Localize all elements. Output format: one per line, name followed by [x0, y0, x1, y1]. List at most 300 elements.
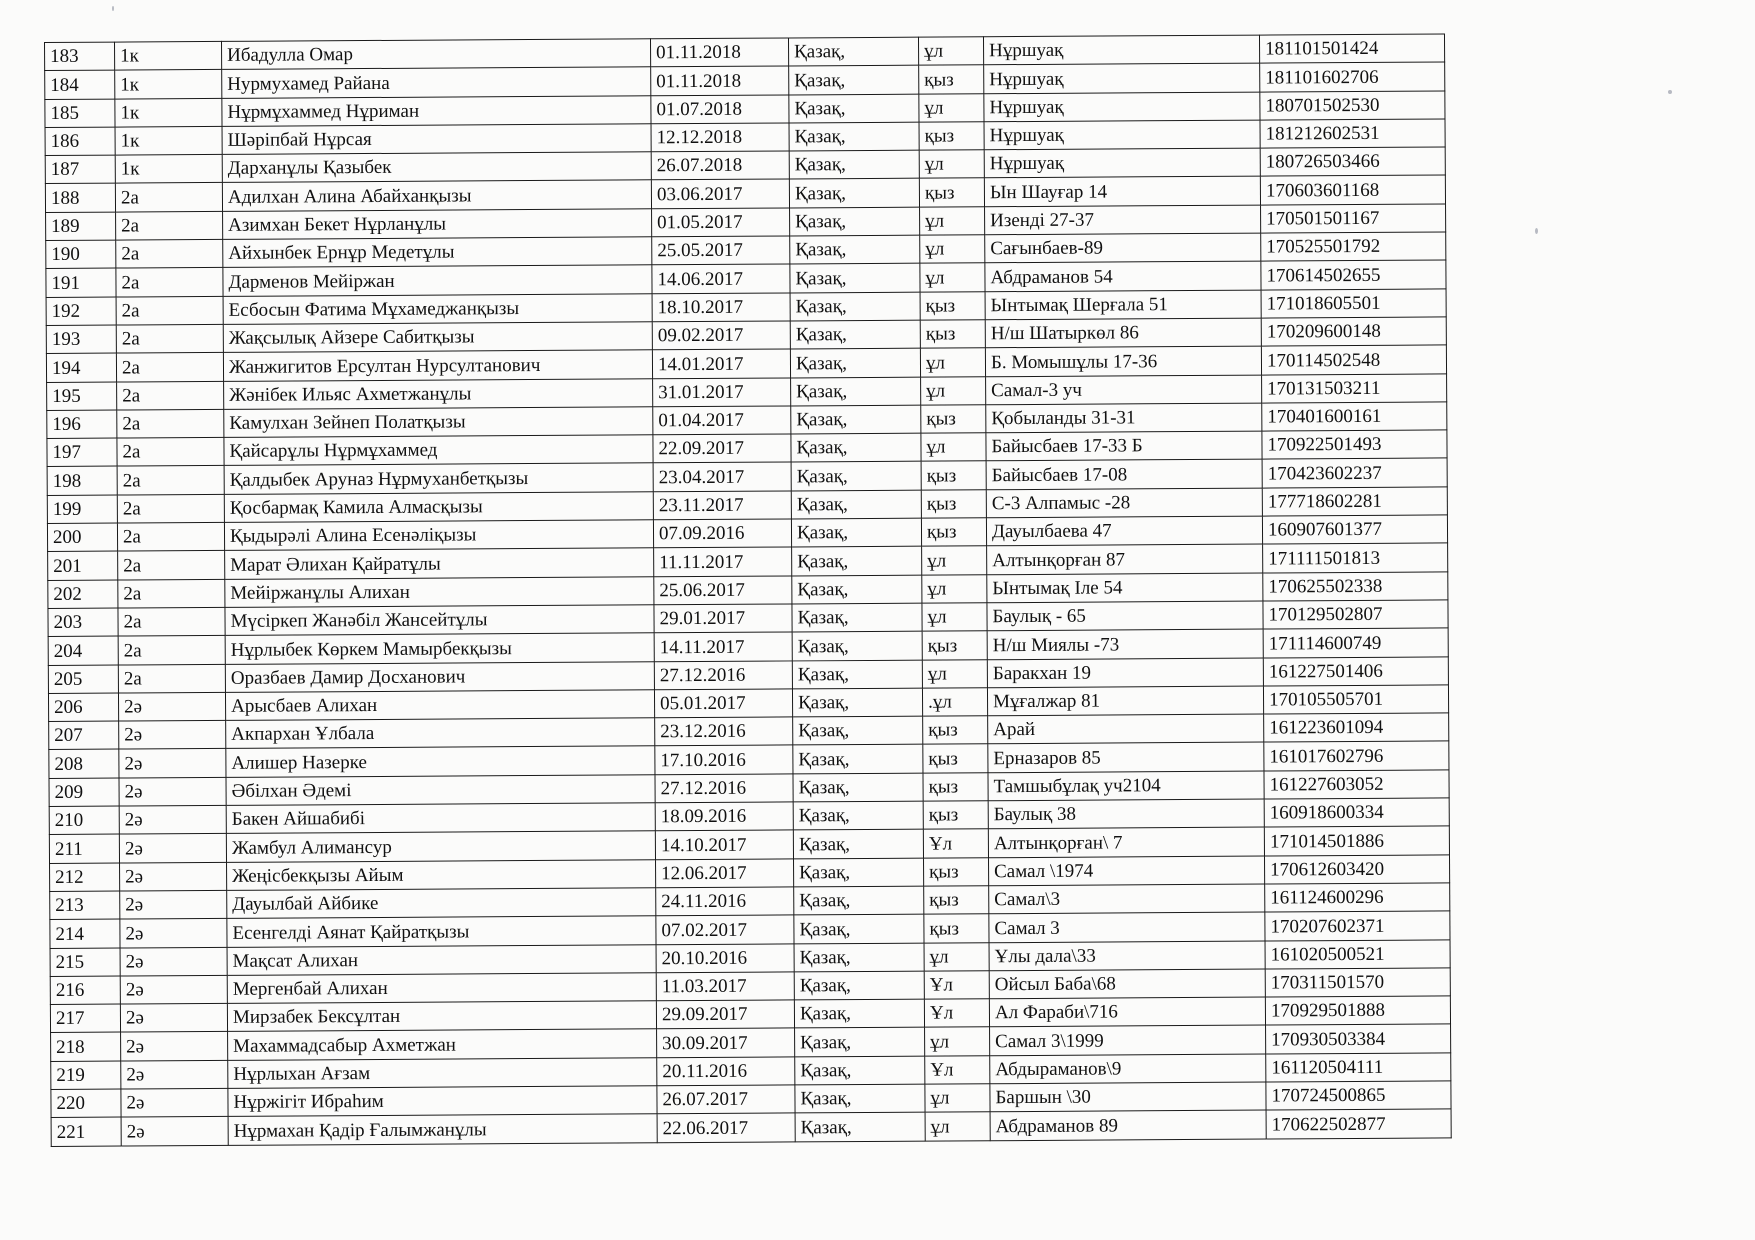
iin-cell: 170114502548: [1261, 345, 1446, 374]
class-cell: 2а: [118, 607, 225, 636]
row-number-cell: 210: [49, 806, 119, 835]
birth-date-cell: 22.06.2017: [657, 1113, 795, 1142]
row-number-cell: 211: [49, 834, 119, 863]
birth-date-cell: 11.03.2017: [656, 972, 794, 1001]
gender-cell: қыз: [922, 631, 987, 660]
address-cell: С-3 Алпамыс -28: [986, 488, 1262, 518]
gender-cell: ұл: [922, 574, 987, 603]
row-number-cell: 209: [49, 778, 119, 807]
gender-cell: қыз: [921, 518, 986, 547]
row-number-cell: 218: [51, 1032, 121, 1061]
class-cell: 2ә: [119, 777, 226, 806]
row-number-cell: 220: [51, 1089, 121, 1118]
class-cell: 2а: [116, 324, 223, 353]
student-name-cell: Қайсарұлы Нұрмұхаммед: [224, 435, 653, 466]
gender-cell: ұл: [920, 207, 985, 236]
iin-cell: 170129502807: [1263, 600, 1448, 629]
birth-date-cell: 01.05.2017: [652, 208, 790, 237]
birth-date-cell: 24.11.2016: [656, 887, 794, 916]
birth-date-cell: 26.07.2018: [651, 151, 789, 180]
gender-cell: Ұл: [925, 1055, 990, 1084]
nationality-cell: Қазақ,: [791, 518, 921, 547]
address-cell: Дауылбаева 47: [986, 516, 1262, 546]
student-name-cell: Шәріпбай Нұрсая: [222, 124, 651, 155]
nationality-cell: Қазақ,: [791, 377, 921, 406]
nationality-cell: Қазақ,: [790, 292, 920, 321]
student-name-cell: Нурмухамед Райана: [222, 67, 651, 98]
birth-date-cell: 29.09.2017: [656, 1000, 794, 1029]
iin-cell: 171111501813: [1263, 543, 1448, 572]
class-cell: 2а: [116, 268, 223, 297]
student-name-cell: Махаммадсабыр Ахметжан: [228, 1029, 657, 1060]
gender-cell: Ұл: [924, 971, 989, 1000]
iin-cell: 170922501493: [1262, 430, 1447, 459]
nationality-cell: Қазақ,: [792, 575, 922, 604]
iin-cell: 170612603420: [1264, 855, 1449, 884]
iin-cell: 161124600296: [1265, 883, 1450, 912]
birth-date-cell: 23.04.2017: [653, 462, 791, 491]
nationality-cell: Қазақ,: [790, 264, 920, 293]
row-number-cell: 201: [48, 551, 118, 580]
class-cell: 2а: [118, 636, 225, 665]
student-name-cell: Қыдырәлі Алина Есенәліқызы: [224, 520, 653, 551]
class-cell: 2а: [117, 522, 224, 551]
iin-cell: 177718602281: [1262, 487, 1447, 516]
iin-cell: 181101501424: [1259, 34, 1444, 63]
class-cell: 2а: [117, 466, 224, 495]
row-number-cell: 191: [46, 268, 116, 297]
row-number-cell: 188: [45, 184, 115, 213]
birth-date-cell: 01.04.2017: [653, 406, 791, 435]
nationality-cell: Қазақ,: [795, 1112, 925, 1141]
birth-date-cell: 14.11.2017: [654, 632, 792, 661]
iin-cell: 161227603052: [1264, 770, 1449, 799]
class-cell: 2ә: [119, 721, 226, 750]
nationality-cell: Қазақ,: [791, 462, 921, 491]
birth-date-cell: 14.10.2017: [655, 830, 793, 859]
student-name-cell: Адилхан Алина Абайханқызы: [222, 180, 651, 211]
nationality-cell: Қазақ,: [794, 971, 924, 1000]
gender-cell: ұл: [925, 1084, 990, 1113]
birth-date-cell: 29.01.2017: [654, 604, 792, 633]
gender-cell: ұл: [920, 348, 985, 377]
address-cell: Нұршуақ: [984, 92, 1260, 122]
nationality-cell: Қазақ,: [794, 858, 924, 887]
row-number-cell: 184: [45, 70, 115, 99]
nationality-cell: Қазақ,: [790, 207, 920, 236]
address-cell: Ал Фараби\716: [989, 997, 1265, 1027]
class-cell: 1к: [115, 41, 222, 70]
student-name-cell: Акпархан Ұлбала: [226, 718, 655, 749]
address-cell: Ынтымақ Іле 54: [987, 573, 1263, 603]
gender-cell: қыз: [921, 461, 986, 490]
gender-cell: ұл: [924, 942, 989, 971]
gender-cell: ұл: [919, 93, 984, 122]
address-cell: Самал-3 уч: [986, 375, 1262, 405]
row-number-cell: 193: [46, 325, 116, 354]
gender-cell: ұл: [918, 37, 983, 66]
iin-cell: 170207602371: [1265, 911, 1450, 940]
iin-cell: 161227501406: [1263, 656, 1448, 685]
birth-date-cell: 01.11.2018: [651, 66, 789, 95]
row-number-cell: 200: [47, 523, 117, 552]
birth-date-cell: 20.11.2016: [657, 1057, 795, 1086]
row-number-cell: 212: [50, 863, 120, 892]
row-number-cell: 208: [49, 749, 119, 778]
nationality-cell: Қазақ,: [789, 94, 919, 123]
row-number-cell: 221: [51, 1117, 121, 1146]
student-name-cell: Нұрлыхан Ағзам: [228, 1057, 657, 1088]
nationality-cell: Қазақ,: [793, 829, 923, 858]
iin-cell: 171018605501: [1261, 289, 1446, 318]
address-cell: Қобыланды 31-31: [986, 403, 1262, 433]
gender-cell: ұл: [925, 1027, 990, 1056]
birth-date-cell: 25.05.2017: [652, 236, 790, 265]
student-name-cell: Есенгелді Аянат Қайратқызы: [227, 916, 656, 947]
scan-speck: [1535, 228, 1538, 234]
student-name-cell: Мүсіркеп Жанәбіл Жансейтұлы: [225, 605, 654, 636]
student-name-cell: Қосбармақ Камила Алмасқызы: [224, 492, 653, 523]
birth-date-cell: 18.10.2017: [652, 293, 790, 322]
gender-cell: қыз: [924, 886, 989, 915]
gender-cell: қыз: [919, 178, 984, 207]
birth-date-cell: 20.10.2016: [656, 943, 794, 972]
birth-date-cell: 27.12.2016: [655, 774, 793, 803]
birth-date-cell: 31.01.2017: [653, 378, 791, 407]
nationality-cell: Қазақ,: [791, 405, 921, 434]
gender-cell: ұл: [921, 376, 986, 405]
gender-cell: ұл: [919, 150, 984, 179]
gender-cell: Ұл: [924, 999, 989, 1028]
class-cell: 2а: [118, 551, 225, 580]
nationality-cell: Қазақ,: [791, 433, 921, 462]
iin-cell: 170622502877: [1266, 1109, 1451, 1138]
iin-cell: 180701502530: [1260, 91, 1445, 120]
row-number-cell: 219: [51, 1061, 121, 1090]
address-cell: Байысбаев 17-33 Б: [986, 431, 1262, 461]
nationality-cell: Қазақ,: [794, 999, 924, 1028]
gender-cell: қыз: [919, 122, 984, 151]
gender-cell: қыз: [920, 320, 985, 349]
gender-cell: қыз: [923, 744, 988, 773]
address-cell: Арай: [988, 714, 1264, 744]
row-number-cell: 189: [46, 212, 116, 241]
student-name-cell: Дарханұлы Қазыбек: [222, 152, 651, 183]
birth-date-cell: 01.11.2018: [650, 38, 788, 67]
gender-cell: қыз: [924, 914, 989, 943]
nationality-cell: Қазақ,: [794, 914, 924, 943]
address-cell: Абдыраманов\9: [990, 1054, 1266, 1084]
gender-cell: қыз: [919, 65, 984, 94]
student-name-cell: Азимхан Бекет Нұрланұлы: [223, 209, 652, 240]
student-name-cell: Есбосын Фатима Мұхамеджанқызы: [223, 293, 652, 324]
iin-cell: 161223601094: [1264, 713, 1449, 742]
birth-date-cell: 26.07.2017: [657, 1085, 795, 1114]
nationality-cell: Қазақ,: [788, 37, 918, 66]
nationality-cell: Қазақ,: [793, 716, 923, 745]
row-number-cell: 217: [50, 1004, 120, 1033]
iin-cell: 170209600148: [1261, 317, 1446, 346]
class-cell: 2ә: [121, 1117, 228, 1146]
address-cell: Абдраманов 89: [990, 1110, 1266, 1140]
student-name-cell: Алишер Назерке: [226, 746, 655, 777]
class-cell: 2ә: [119, 749, 226, 778]
birth-date-cell: 18.09.2016: [655, 802, 793, 831]
address-cell: Баршын \30: [990, 1082, 1266, 1112]
class-cell: 1к: [115, 155, 222, 184]
student-roster-table: [44, 33, 1452, 1146]
nationality-cell: Қазақ,: [792, 660, 922, 689]
iin-cell: 170423602237: [1262, 458, 1447, 487]
student-name-cell: Мирзабек Бексұлтан: [227, 1001, 656, 1032]
row-number-cell: 213: [50, 891, 120, 920]
nationality-cell: Қазақ,: [794, 886, 924, 915]
iin-cell: 161020500521: [1265, 939, 1450, 968]
address-cell: Баракхан 19: [987, 658, 1263, 688]
student-name-cell: Нұржігіт Ибраһим: [228, 1086, 657, 1117]
gender-cell: ұл: [925, 1112, 990, 1141]
class-cell: 2а: [116, 296, 223, 325]
address-cell: Алтынқорған 87: [987, 544, 1263, 574]
birth-date-cell: 12.12.2018: [651, 123, 789, 152]
row-number-cell: 214: [50, 919, 120, 948]
row-number-cell: 207: [49, 721, 119, 750]
nationality-cell: Қазақ,: [789, 179, 919, 208]
address-cell: Нұршуақ: [984, 148, 1260, 178]
birth-date-cell: 22.09.2017: [653, 434, 791, 463]
address-cell: Н/ш Миялы -73: [987, 629, 1263, 659]
gender-cell: қыз: [923, 772, 988, 801]
gender-cell: қыз: [923, 716, 988, 745]
class-cell: 2а: [117, 409, 224, 438]
address-cell: Изенді 27-37: [985, 205, 1261, 235]
gender-cell: .ұл: [922, 688, 987, 717]
address-cell: Нұршуақ: [984, 63, 1260, 93]
birth-date-cell: 12.06.2017: [656, 859, 794, 888]
address-cell: Абдраманов 54: [985, 261, 1261, 291]
class-cell: 2ә: [118, 692, 225, 721]
nationality-cell: Қазақ,: [793, 801, 923, 830]
birth-date-cell: 25.06.2017: [654, 576, 792, 605]
class-cell: 1к: [115, 126, 222, 155]
birth-date-cell: 01.07.2018: [651, 95, 789, 124]
iin-cell: 171014501886: [1264, 826, 1449, 855]
iin-cell: 160907601377: [1262, 515, 1447, 544]
gender-cell: ұл: [922, 659, 987, 688]
row-number-cell: 198: [47, 467, 117, 496]
nationality-cell: Қазақ,: [790, 320, 920, 349]
address-cell: Ерназаров 85: [988, 742, 1264, 772]
address-cell: Тамшыбұлақ уч2104: [988, 771, 1264, 801]
nationality-cell: Қазақ,: [792, 603, 922, 632]
birth-date-cell: 23.11.2017: [653, 491, 791, 520]
iin-cell: 181101602706: [1260, 62, 1445, 91]
iin-cell: 170131503211: [1262, 374, 1447, 403]
birth-date-cell: 05.01.2017: [654, 689, 792, 718]
birth-date-cell: 07.02.2017: [656, 915, 794, 944]
gender-cell: қыз: [923, 857, 988, 886]
student-name-cell: Арысбаев Алихан: [225, 690, 654, 721]
student-name-cell: Жеңісбекқызы Айым: [227, 859, 656, 890]
birth-date-cell: 23.12.2016: [655, 717, 793, 746]
iin-cell: 170929501888: [1265, 996, 1450, 1025]
nationality-cell: Қазақ,: [795, 1028, 925, 1057]
iin-cell: 170603601168: [1260, 175, 1445, 204]
address-cell: Самал 3: [989, 912, 1265, 942]
gender-cell: ұл: [920, 235, 985, 264]
nationality-cell: Қазақ,: [790, 348, 920, 377]
row-number-cell: 199: [47, 495, 117, 524]
iin-cell: 170614502655: [1261, 260, 1446, 289]
iin-cell: 170501501167: [1261, 204, 1446, 233]
birth-date-cell: 03.06.2017: [651, 179, 789, 208]
nationality-cell: Қазақ,: [789, 150, 919, 179]
class-cell: 2ә: [120, 919, 227, 948]
address-cell: Самал \1974: [988, 856, 1264, 886]
birth-date-cell: 14.06.2017: [652, 264, 790, 293]
student-name-cell: Мақсат Алихан: [227, 944, 656, 975]
class-cell: 2ә: [121, 1060, 228, 1089]
gender-cell: ұл: [922, 603, 987, 632]
class-cell: 2ә: [120, 890, 227, 919]
address-cell: Самал 3\1999: [990, 1025, 1266, 1055]
gender-cell: қыз: [921, 405, 986, 434]
class-cell: 2ә: [120, 1003, 227, 1032]
address-cell: Нұршуақ: [984, 120, 1260, 150]
iin-cell: 181212602531: [1260, 119, 1445, 148]
address-cell: Нұршуақ: [983, 35, 1259, 65]
row-number-cell: 196: [47, 410, 117, 439]
student-name-cell: Қалдыбек Аруназ Нұрмуханбетқызы: [224, 463, 653, 494]
class-cell: 2а: [116, 211, 223, 240]
class-cell: 2ә: [121, 1032, 228, 1061]
row-number-cell: 215: [50, 948, 120, 977]
address-cell: Б. Момышұлы 17-36: [985, 346, 1261, 376]
row-number-cell: 203: [48, 608, 118, 637]
address-cell: Мұғалжар 81: [987, 686, 1263, 716]
nationality-cell: Қазақ,: [792, 546, 922, 575]
nationality-cell: Қазақ,: [795, 1056, 925, 1085]
iin-cell: 160918600334: [1264, 798, 1449, 827]
nationality-cell: Қазақ,: [789, 122, 919, 151]
student-name-cell: Жанжигитов Ерсултан Нурсултанович: [223, 350, 652, 381]
student-name-cell: Марат Әлихан Қайратұлы: [225, 548, 654, 579]
iin-cell: 170724500865: [1266, 1081, 1451, 1110]
class-cell: 2ә: [119, 805, 226, 834]
gender-cell: Ұл: [923, 829, 988, 858]
nationality-cell: Қазақ,: [794, 943, 924, 972]
student-name-cell: Нұрмұхаммед Нұриман: [222, 95, 651, 126]
student-name-cell: Оразбаев Дамир Досханович: [225, 661, 654, 692]
iin-cell: 170401600161: [1262, 402, 1447, 431]
scan-speck: [1668, 90, 1672, 94]
address-cell: Ынтымақ Шерғала 51: [985, 290, 1261, 320]
row-number-cell: 187: [45, 155, 115, 184]
student-name-cell: Мергенбай Алихан: [227, 973, 656, 1004]
birth-date-cell: 07.09.2016: [653, 519, 791, 548]
class-cell: 2а: [118, 664, 225, 693]
gender-cell: ұл: [922, 546, 987, 575]
iin-cell: 170105505701: [1263, 685, 1448, 714]
student-name-cell: Бакен Айшабибі: [226, 803, 655, 834]
iin-cell: 170311501570: [1265, 968, 1450, 997]
class-cell: 2ә: [121, 1088, 228, 1117]
class-cell: 2а: [116, 353, 223, 382]
student-name-cell: Нұрмахан Қадір Ғалымжанұлы: [228, 1114, 657, 1145]
gender-cell: ұл: [921, 433, 986, 462]
row-number-cell: 204: [48, 636, 118, 665]
gender-cell: қыз: [920, 291, 985, 320]
iin-cell: 161120504111: [1266, 1053, 1451, 1082]
address-cell: Сағынбаев-89: [985, 233, 1261, 263]
row-number-cell: 192: [46, 297, 116, 326]
row-number-cell: 185: [45, 99, 115, 128]
row-number-cell: 186: [45, 127, 115, 156]
row-number-cell: 206: [48, 693, 118, 722]
birth-date-cell: 30.09.2017: [657, 1028, 795, 1057]
class-cell: 2а: [117, 494, 224, 523]
nationality-cell: Қазақ,: [789, 65, 919, 94]
student-name-cell: Дарменов Мейіржан: [223, 265, 652, 296]
student-name-cell: Дауылбай Айбике: [227, 888, 656, 919]
student-name-cell: Камулхан Зейнеп Полатқызы: [224, 407, 653, 438]
iin-cell: 170930503384: [1266, 1024, 1451, 1053]
birth-date-cell: 14.01.2017: [652, 349, 790, 378]
birth-date-cell: 17.10.2016: [655, 745, 793, 774]
address-cell: Баулық - 65: [987, 601, 1263, 631]
address-cell: Байысбаев 17-08: [986, 460, 1262, 490]
iin-cell: 170525501792: [1261, 232, 1446, 261]
row-number-cell: 216: [50, 976, 120, 1005]
nationality-cell: Қазақ,: [793, 745, 923, 774]
student-name-cell: Жақсылық Айзере Сабитқызы: [223, 322, 652, 353]
class-cell: 2а: [116, 239, 223, 268]
address-cell: Ойсыл Баба\68: [989, 969, 1265, 999]
student-name-cell: Жамбул Алимансур: [226, 831, 655, 862]
gender-cell: қыз: [921, 490, 986, 519]
class-cell: 1к: [115, 70, 222, 99]
nationality-cell: Қазақ,: [793, 773, 923, 802]
nationality-cell: Қазақ,: [792, 631, 922, 660]
row-number-cell: 205: [48, 665, 118, 694]
iin-cell: 180726503466: [1260, 147, 1445, 176]
class-cell: 2ә: [119, 834, 226, 863]
gender-cell: қыз: [923, 801, 988, 830]
scan-speck: [112, 6, 114, 11]
student-name-cell: Нұрлыбек Көркем Мамырбекқызы: [225, 633, 654, 664]
class-cell: 2ә: [120, 947, 227, 976]
class-cell: 2ә: [120, 862, 227, 891]
roster-body: [45, 34, 1452, 1146]
iin-cell: 171114600749: [1263, 628, 1448, 657]
iin-cell: 161017602796: [1264, 741, 1449, 770]
class-cell: 2а: [117, 438, 224, 467]
row-number-cell: 195: [47, 382, 117, 411]
student-name-cell: Мейіржанұлы Алихан: [225, 576, 654, 607]
address-cell: Баулық 38: [988, 799, 1264, 829]
row-number-cell: 197: [47, 438, 117, 467]
nationality-cell: Қазақ,: [795, 1084, 925, 1113]
student-name-cell: Ибадулла Омар: [221, 39, 650, 70]
class-cell: 2ә: [120, 975, 227, 1004]
class-cell: 2а: [115, 183, 222, 212]
row-number-cell: 183: [45, 42, 115, 71]
birth-date-cell: 09.02.2017: [652, 321, 790, 350]
birth-date-cell: 11.11.2017: [654, 547, 792, 576]
row-number-cell: 194: [46, 353, 116, 382]
address-cell: Самал\3: [989, 884, 1265, 914]
student-name-cell: Әбілхан Әдемі: [226, 775, 655, 806]
